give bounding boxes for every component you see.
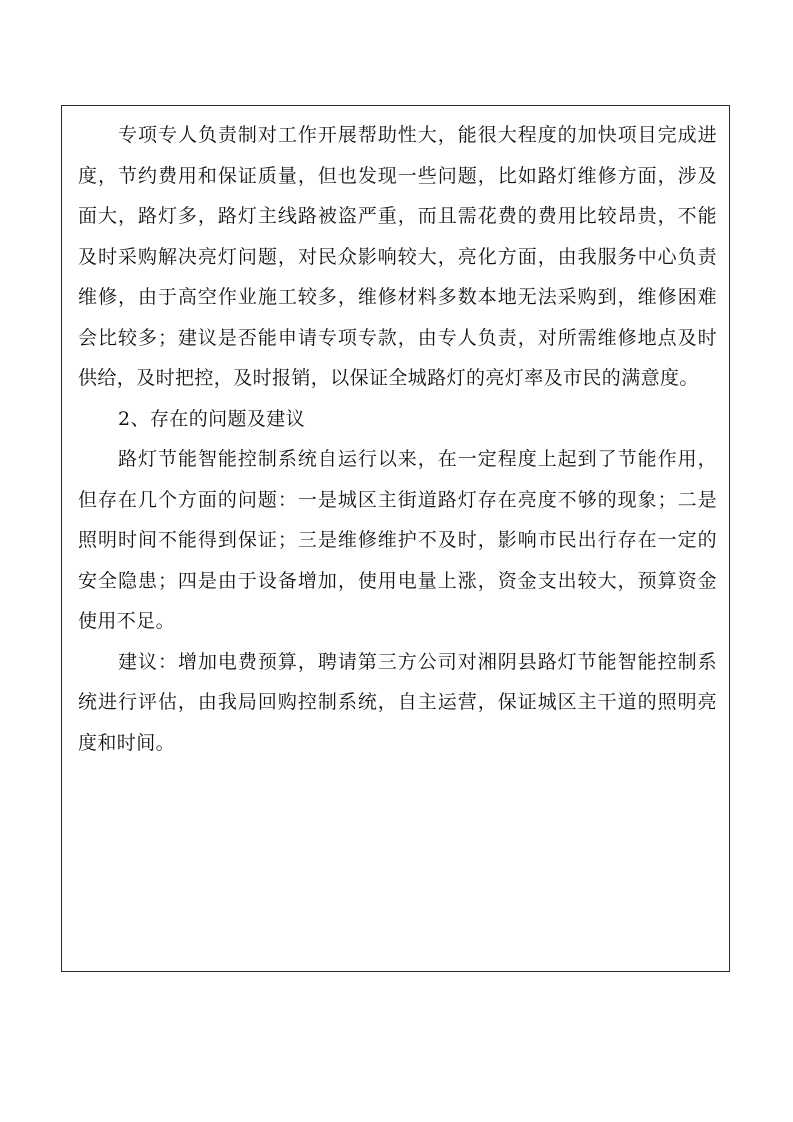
paragraph-project-responsibility: 专项专人负责制对工作开展帮助性大，能很大程度的加快项目完成进度，节约费用和保证质量，但也发现一些问题，比如路灯维修方面，涉及面大，路灯多，路灯主线路被盗严重，而且需花费的费用比较昂贵，不能及时采购解决亮灯问题，对民众影响较大，亮化方面，由我服务中心负责维修，由于高空作业施工较多，维修材料多数本地无法采购到，维修困难会比较多；建议是否能申请专项专款，由专人负责，对所需维修地点及时供给，及时把控，及时报销，以保证全城路灯的亮灯率及市民的满意度。 bbox=[78, 124, 717, 389]
paragraph-suggestions: 建议：增加电费预算，聘请第三方公司对湘阴县路灯节能智能控制系统进行评估，由我局回购控制系统，自主运营，保证城区主干道的照明亮度和时间。 bbox=[78, 650, 717, 754]
document-table-frame bbox=[61, 105, 730, 972]
section-heading-problems-suggestions: 2、存在的问题及建议 bbox=[118, 407, 306, 430]
document-body bbox=[78, 115, 717, 763]
paragraph-control-system-problems: 路灯节能智能控制系统自运行以来，在一定程度上起到了节能作用，但存在几个方面的问题：一是城区主街道路灯存在亮度不够的现象；二是照明时间不能得到保证；三是维修维护不及时，影响市民出行存在一定的安全隐患；四是由于设备增加，使用电量上涨，资金支出较大，预算资金使用不足。 bbox=[78, 448, 717, 632]
